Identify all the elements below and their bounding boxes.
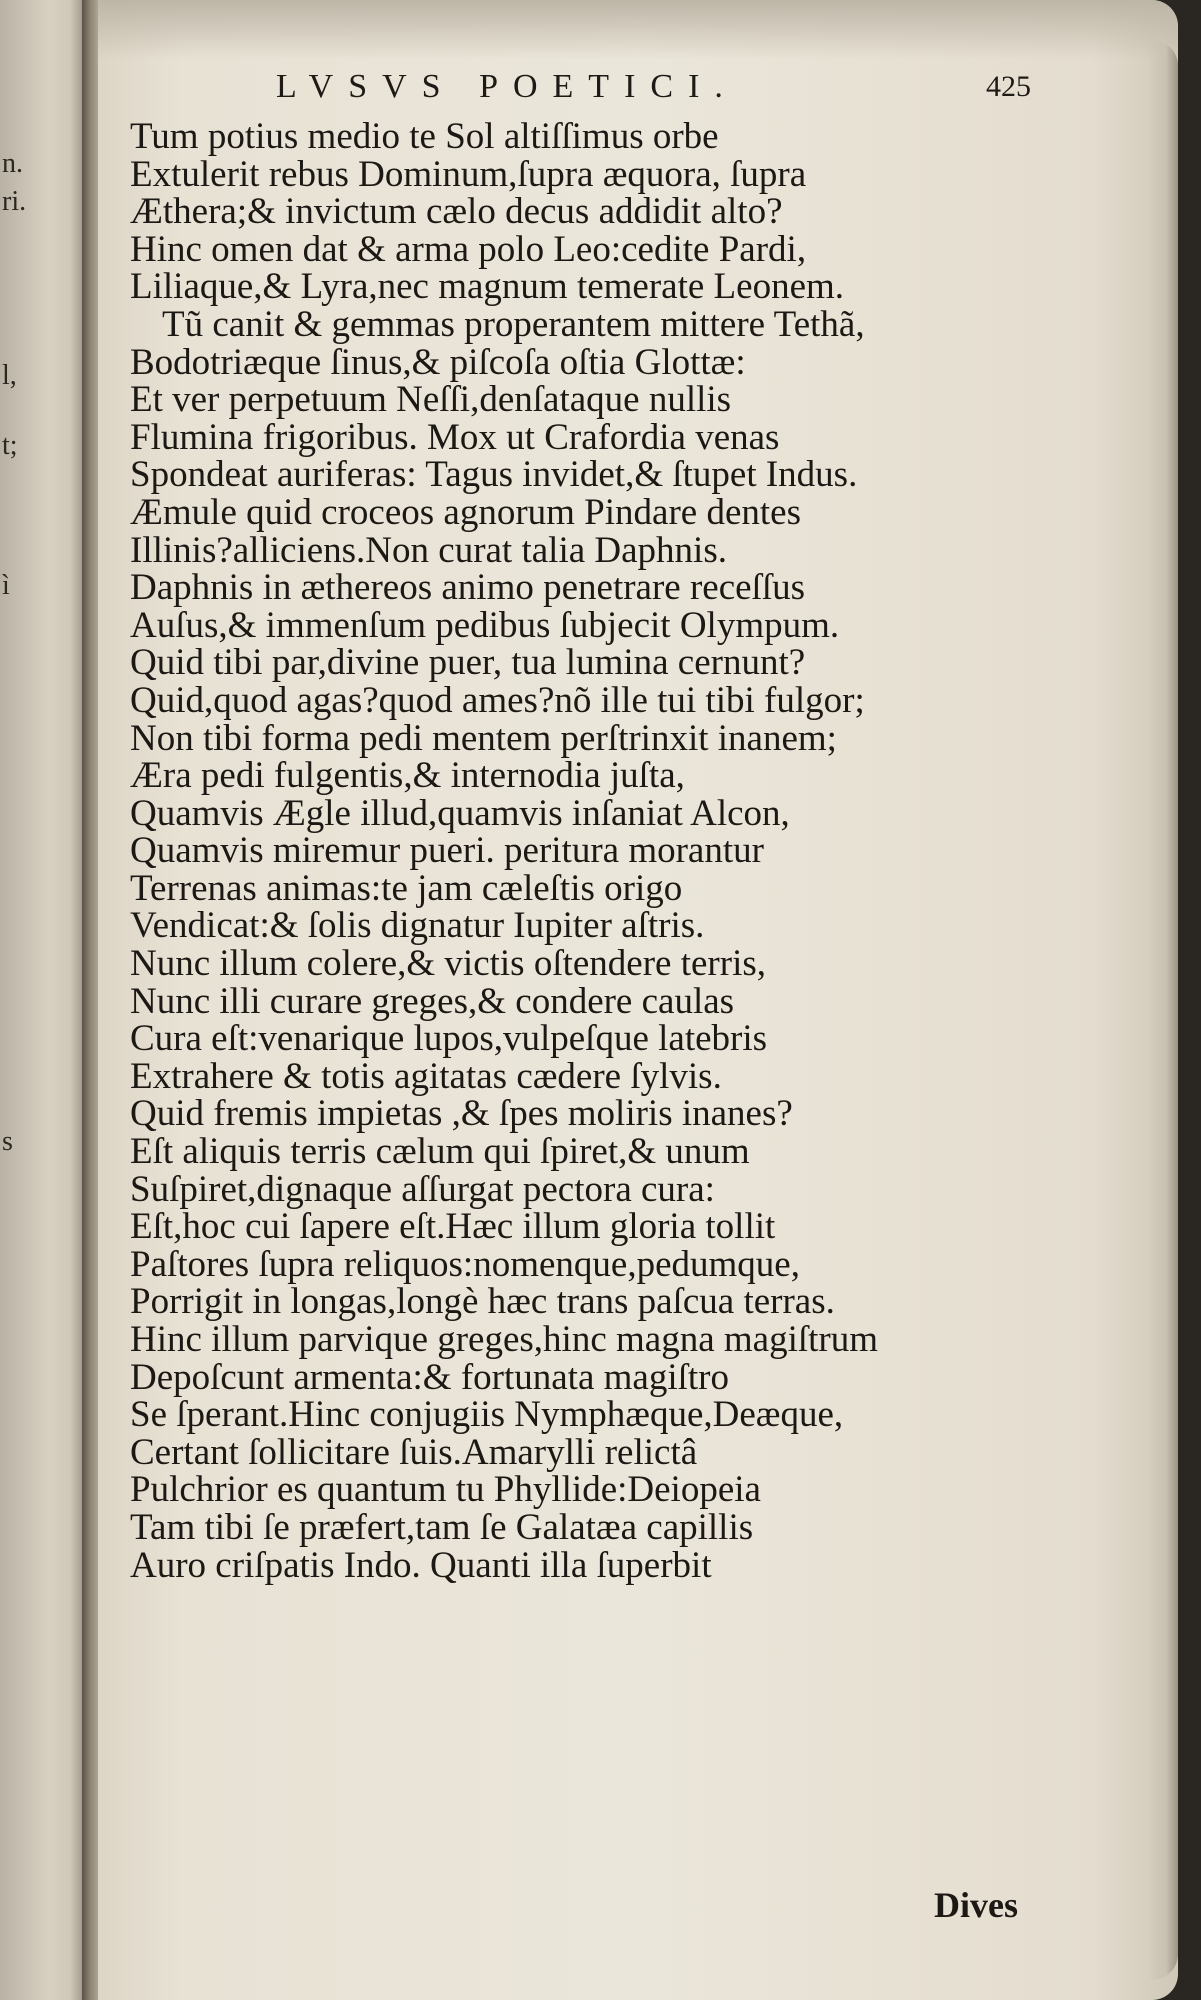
verse-line: Paſtores ſupra reliquos:nomenque,pedumque, <box>130 1243 800 1285</box>
verse-line: Auſus,& immenſum pedibus ſubjecit Olympum. <box>130 604 840 646</box>
verse-line: Æra pedi fulgentis,& internodia juſta, <box>130 755 685 797</box>
verse-line: Et ver perpetuum Neſſi,denſataque nullis <box>130 379 732 421</box>
verse-line: Spondeat auriferas: Tagus invidet,& ſtupet Indus. <box>130 454 858 496</box>
verse-line: Hinc illum parvique greges,hinc magna magiſtrum <box>130 1319 879 1360</box>
verse-line: Flumina frigoribus. Mox ut Crafordia venas <box>130 416 780 458</box>
verse-line: Hinc omen dat & arma polo Leo:cedite Pardi, <box>130 228 807 270</box>
facing-page-fragment: ì <box>2 570 10 601</box>
verse-line: Illinis?alliciens.Non curat talia Daphnis. <box>130 529 727 571</box>
verse-line: Tũ canit & gemmas properantem mittere Tethã, <box>162 303 865 345</box>
verse-line: Eſt aliquis terris cælum qui ſpiret,& unum <box>130 1131 750 1173</box>
facing-page-fragment: t; <box>2 430 18 461</box>
verse-line: Se ſperant.Hinc conjugiis Nymphæque,Deæque, <box>130 1394 844 1436</box>
verse-line: Æmule quid croceos agnorum Pindare dentes <box>130 491 801 533</box>
verse-line: Cura eſt:venarique lupos,vulpeſque latebris <box>130 1018 768 1060</box>
running-head: LVSVS POETICI. <box>276 68 738 105</box>
catchword: Dives <box>934 1885 1018 1925</box>
facing-page-fragment: n. <box>2 148 23 179</box>
facing-page <box>0 0 88 2000</box>
page-number: 425 <box>986 70 1031 103</box>
verse-line: Vendicat:& ſolis dignatur Iupiter aſtris. <box>130 905 705 947</box>
facing-page-fragment: ri. <box>2 186 27 217</box>
facing-page-fragment: s <box>2 1126 13 1157</box>
verse-line: Æthera;& invictum cælo decus addidit alto? <box>130 191 783 233</box>
verse-line: Daphnis in æthereos animo penetrare receſſus <box>130 567 806 609</box>
verse-line: Bodotriæque ſinus,& piſcoſa oſtia Glottæ: <box>130 341 746 383</box>
verse-line: Auro criſpatis Indo. Quanti illa ſuperbit <box>130 1544 712 1586</box>
verse-line: Quid fremis impietas ,& ſpes moliris inanes? <box>130 1093 793 1135</box>
verse-block <box>130 118 1130 1584</box>
verse-line: Quid tibi par,divine puer, tua lumina cernunt? <box>130 642 806 684</box>
book-page <box>98 0 1178 2000</box>
verse-line: Depoſcunt armenta:& fortunata magiſtro <box>130 1356 729 1398</box>
page-edge-shadow <box>1148 40 1178 1980</box>
page-header <box>98 68 1178 118</box>
verse-line: Eſt,hoc cui ſapere eſt.Hæc illum gloria tollit <box>130 1206 776 1248</box>
verse-line: Quamvis miremur pueri. peritura morantur <box>130 830 764 872</box>
verse-line: Non tibi forma pedi mentem perſtrinxit inanem; <box>130 717 837 759</box>
verse-line: Pulchrior es quantum tu Phyllide:Deiopeia <box>130 1469 761 1511</box>
verse-line: Porrigit in longas,longè hæc trans paſcua terras. <box>130 1281 835 1323</box>
verse-line: Liliaque,& Lyra,nec magnum temerate Leonem. <box>130 266 845 308</box>
verse-line: Extulerit rebus Dominum,ſupra æquora, ſupra <box>130 153 807 195</box>
verse-line: Quid,quod agas?quod ames?nõ ille tui tibi fulgor; <box>130 679 865 721</box>
verse-line: Suſpiret,dignaque aſſurgat pectora cura: <box>130 1168 715 1210</box>
facing-page-fragment: l, <box>2 360 17 391</box>
verse-line: Tum potius medio te Sol altiſſimus orbe <box>130 116 719 157</box>
verse-line: Nunc illi curare greges,& condere caulas <box>130 980 735 1022</box>
verse-line: Tam tibi ſe præfert,tam ſe Galatæa capillis <box>130 1506 754 1548</box>
verse-line: Extrahere & totis agitatas cædere ſylvis. <box>130 1055 722 1097</box>
verse-line: Certant ſollicitare ſuis.Amarylli relictâ <box>130 1431 698 1473</box>
verse-line: Nunc illum colere,& victis oſtendere terris, <box>130 943 766 985</box>
verse-line: Terrenas animas:te jam cæleſtis origo <box>130 867 683 909</box>
verse-line: Quamvis Ægle illud,quamvis inſaniat Alcon, <box>130 792 790 834</box>
